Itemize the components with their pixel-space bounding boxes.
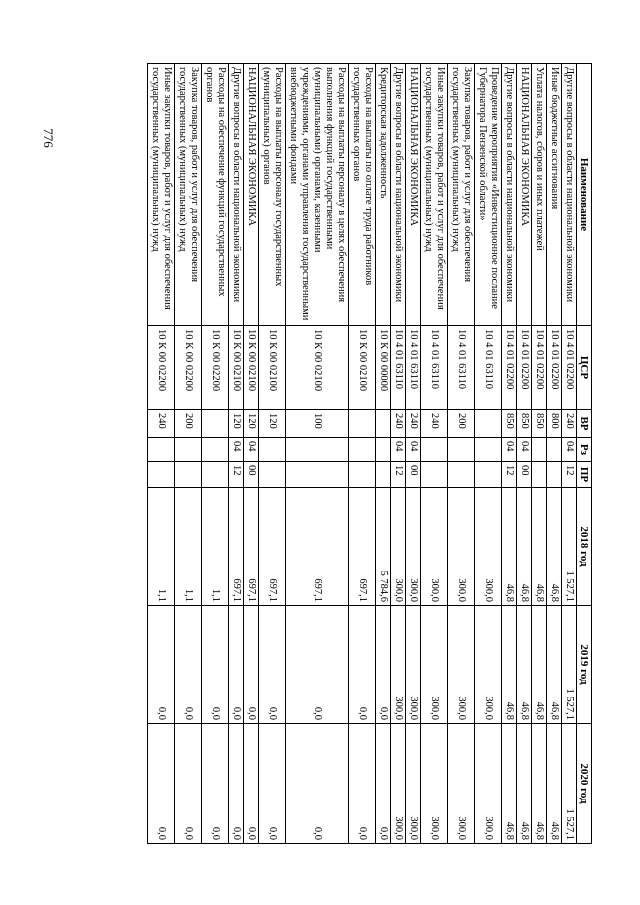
- cell-2020: 300,0: [406, 724, 421, 844]
- cell-vr: 120: [259, 410, 286, 438]
- cell-2018: 697,1: [229, 488, 244, 606]
- cell-name: Расходы на выплаты персоналу в целях обеспечения выполнения функций государственными (муниципальными) органами, казенными учреждениями, органами управления государственными внебюджетными фондами: [286, 64, 349, 326]
- cell-pr: 12: [502, 462, 517, 488]
- cell-2019: 0,0: [244, 606, 259, 724]
- cell-rz: [175, 438, 202, 462]
- cell-2018: 300,0: [391, 488, 406, 606]
- cell-2018: 300,0: [421, 488, 448, 606]
- cell-pr: [286, 462, 349, 488]
- cell-2018: 1,1: [202, 488, 229, 606]
- cell-2020: 0,0: [229, 724, 244, 844]
- cell-vr: 200: [175, 410, 202, 438]
- cell-vr: 200: [448, 410, 475, 438]
- cell-name: Расходы на обеспечение функций государственных органов: [202, 64, 229, 326]
- table-row: [421, 64, 448, 844]
- cell-name: Кредиторская задолженность: [376, 64, 391, 326]
- cell-vr: 240: [148, 410, 175, 438]
- cell-vr: 240: [562, 410, 577, 438]
- table-row: [406, 64, 421, 844]
- cell-2018: 46,8: [502, 488, 517, 606]
- cell-pr: [532, 462, 547, 488]
- cell-vr: 100: [286, 410, 349, 438]
- table-row: [148, 64, 175, 844]
- cell-2020: 300,0: [475, 724, 502, 844]
- cell-2019: 300,0: [421, 606, 448, 724]
- cell-2018: 697,1: [259, 488, 286, 606]
- cell-vr: [376, 410, 391, 438]
- cell-2019: 46,8: [532, 606, 547, 724]
- cell-vr: 120: [244, 410, 259, 438]
- table-row: [547, 64, 562, 844]
- cell-name: Закупка товаров, работ и услуг для обеспечения государственных (муниципальных) нужд: [448, 64, 475, 326]
- cell-csr: 10 К 00 02100: [286, 326, 349, 410]
- cell-2019: 0,0: [202, 606, 229, 724]
- cell-name: НАЦИОНАЛЬНАЯ ЭКОНОМИКА: [517, 64, 532, 326]
- cell-pr: 00: [517, 462, 532, 488]
- cell-rz: [475, 438, 502, 462]
- cell-pr: 12: [229, 462, 244, 488]
- table-row: [175, 64, 202, 844]
- table-row: [502, 64, 517, 844]
- cell-name: Другие вопросы в области национальной экономики: [502, 64, 517, 326]
- cell-csr: 10 К 00 02200: [175, 326, 202, 410]
- cell-2020: 46,8: [532, 724, 547, 844]
- cell-2019: 0,0: [175, 606, 202, 724]
- cell-2020: 0,0: [202, 724, 229, 844]
- cell-vr: [475, 410, 502, 438]
- cell-2018: 46,8: [547, 488, 562, 606]
- cell-vr: 120: [229, 410, 244, 438]
- cell-2020: 0,0: [349, 724, 376, 844]
- cell-name: НАЦИОНАЛЬНАЯ ЭКОНОМИКА: [406, 64, 421, 326]
- cell-vr: 240: [421, 410, 448, 438]
- table-row: [349, 64, 376, 844]
- cell-rz: [532, 438, 547, 462]
- cell-name: НАЦИОНАЛЬНАЯ ЭКОНОМИКА: [244, 64, 259, 326]
- cell-2020: 1 527,1: [562, 724, 577, 844]
- cell-csr: 10 4 01 02200: [562, 326, 577, 410]
- cell-2019: 46,8: [517, 606, 532, 724]
- cell-name: Другие вопросы в области национальной экономики: [391, 64, 406, 326]
- cell-rz: [349, 438, 376, 462]
- cell-name: Закупка товаров, работ и услуг для обеспечения государственных (муниципальных) нужд: [175, 64, 202, 326]
- cell-2018: 1,1: [148, 488, 175, 606]
- table-row: [244, 64, 259, 844]
- cell-rz: [547, 438, 562, 462]
- cell-name: Иные закупки товаров, работ и услуг для обеспечения государственных (муниципальных) нужд: [421, 64, 448, 326]
- cell-pr: [376, 462, 391, 488]
- cell-vr: 800: [547, 410, 562, 438]
- cell-rz: 04: [229, 438, 244, 462]
- cell-rz: [259, 438, 286, 462]
- cell-2019: 46,8: [547, 606, 562, 724]
- cell-2019: 300,0: [475, 606, 502, 724]
- table-row: [448, 64, 475, 844]
- cell-csr: 10 4 01 02200: [502, 326, 517, 410]
- cell-pr: 12: [562, 462, 577, 488]
- cell-vr: 850: [532, 410, 547, 438]
- cell-2018: 697,1: [244, 488, 259, 606]
- cell-csr: 10 4 01 63110: [448, 326, 475, 410]
- cell-name: Расходы на выплаты персоналу государственных (муниципальных) органов: [259, 64, 286, 326]
- cell-vr: [349, 410, 376, 438]
- table-header-row: [577, 64, 592, 844]
- cell-csr: 10 К 00 02100: [229, 326, 244, 410]
- table-row: [475, 64, 502, 844]
- cell-2018: 46,8: [532, 488, 547, 606]
- cell-rz: [202, 438, 229, 462]
- cell-rz: 04: [406, 438, 421, 462]
- header-2019: 2019 год: [577, 606, 592, 724]
- cell-2018: 5 784,6: [376, 488, 391, 606]
- table-row: [517, 64, 532, 844]
- cell-pr: 00: [406, 462, 421, 488]
- cell-2020: 46,8: [502, 724, 517, 844]
- cell-2020: 46,8: [517, 724, 532, 844]
- cell-2018: 1,1: [175, 488, 202, 606]
- header-name: Наименование: [577, 64, 592, 326]
- cell-csr: 10 4 01 02200: [547, 326, 562, 410]
- cell-pr: [148, 462, 175, 488]
- header-2018: 2018 год: [577, 488, 592, 606]
- cell-name: Другие вопросы в области национальной экономики: [562, 64, 577, 326]
- cell-name: Расходы на выплаты по оплате труда работников государственных органов: [349, 64, 376, 326]
- cell-2018: 300,0: [406, 488, 421, 606]
- cell-csr: 10 4 01 02200: [532, 326, 547, 410]
- cell-rz: 04: [517, 438, 532, 462]
- cell-vr: 850: [502, 410, 517, 438]
- header-pr: ПР: [577, 462, 592, 488]
- cell-2020: 46,8: [547, 724, 562, 844]
- cell-pr: [547, 462, 562, 488]
- cell-2018: 300,0: [475, 488, 502, 606]
- cell-2019: 0,0: [148, 606, 175, 724]
- cell-2019: 46,8: [502, 606, 517, 724]
- cell-pr: [202, 462, 229, 488]
- cell-rz: [448, 438, 475, 462]
- budget-table-wrapper: [67, 63, 592, 843]
- table-row: [391, 64, 406, 844]
- cell-pr: 12: [391, 462, 406, 488]
- header-vr: ВР: [577, 410, 592, 438]
- cell-2018: 300,0: [448, 488, 475, 606]
- cell-2019: 300,0: [391, 606, 406, 724]
- cell-2020: 300,0: [448, 724, 475, 844]
- cell-2019: 0,0: [259, 606, 286, 724]
- cell-2020: 0,0: [148, 724, 175, 844]
- cell-name: Проведение мероприятия «Инвестиционное послание Губернатора Пензенской области»: [475, 64, 502, 326]
- cell-csr: 10 К 00 00000: [376, 326, 391, 410]
- cell-rz: 04: [244, 438, 259, 462]
- cell-name: Уплата налогов, сборов и иных платежей: [532, 64, 547, 326]
- cell-pr: [259, 462, 286, 488]
- cell-2019: 0,0: [349, 606, 376, 724]
- table-body: [148, 64, 577, 844]
- cell-rz: [286, 438, 349, 462]
- cell-name: Иные бюджетные ассигнования: [547, 64, 562, 326]
- cell-csr: 10 К 00 02200: [148, 326, 175, 410]
- cell-csr: 10 К 00 02100: [349, 326, 376, 410]
- cell-pr: [475, 462, 502, 488]
- cell-2020: 0,0: [376, 724, 391, 844]
- cell-2019: 0,0: [286, 606, 349, 724]
- cell-2019: 0,0: [376, 606, 391, 724]
- cell-pr: [349, 462, 376, 488]
- cell-2020: 300,0: [391, 724, 406, 844]
- cell-2018: 697,1: [349, 488, 376, 606]
- cell-csr: 10 4 01 02200: [517, 326, 532, 410]
- cell-name: Иные закупки товаров, работ и услуг для обеспечения государственных (муниципальных) нужд: [148, 64, 175, 326]
- page-number: 776: [40, 128, 56, 148]
- cell-csr: 10 К 00 02100: [259, 326, 286, 410]
- cell-vr: [202, 410, 229, 438]
- cell-rz: 04: [502, 438, 517, 462]
- table-row: [532, 64, 547, 844]
- cell-2020: 0,0: [286, 724, 349, 844]
- cell-pr: 00: [244, 462, 259, 488]
- table-row: [229, 64, 244, 844]
- cell-csr: 10 4 01 63110: [475, 326, 502, 410]
- header-rz: Рз: [577, 438, 592, 462]
- cell-pr: [175, 462, 202, 488]
- cell-name: Другие вопросы в области национальной экономики: [229, 64, 244, 326]
- table-row: [259, 64, 286, 844]
- cell-vr: 240: [406, 410, 421, 438]
- cell-2020: 0,0: [244, 724, 259, 844]
- cell-pr: [421, 462, 448, 488]
- cell-2020: 300,0: [421, 724, 448, 844]
- table-row: [376, 64, 391, 844]
- cell-2018: 1 527,1: [562, 488, 577, 606]
- table-row: [562, 64, 577, 844]
- table-row: [286, 64, 349, 844]
- cell-rz: [148, 438, 175, 462]
- cell-rz: 04: [391, 438, 406, 462]
- cell-csr: 10 4 01 63110: [421, 326, 448, 410]
- cell-csr: 10 4 01 63110: [406, 326, 421, 410]
- cell-2019: 0,0: [229, 606, 244, 724]
- cell-2020: 0,0: [175, 724, 202, 844]
- cell-rz: [376, 438, 391, 462]
- header-2020: 2020 год: [577, 724, 592, 844]
- table-row: [202, 64, 229, 844]
- cell-2018: 697,1: [286, 488, 349, 606]
- cell-vr: 850: [517, 410, 532, 438]
- cell-rz: 04: [562, 438, 577, 462]
- header-csr: ЦСР: [577, 326, 592, 410]
- budget-table: [147, 63, 592, 844]
- cell-csr: 10 К 00 02100: [244, 326, 259, 410]
- cell-2018: 46,8: [517, 488, 532, 606]
- cell-2019: 300,0: [406, 606, 421, 724]
- cell-rz: [421, 438, 448, 462]
- cell-pr: [448, 462, 475, 488]
- cell-2019: 1 527,1: [562, 606, 577, 724]
- cell-csr: 10 4 01 63110: [391, 326, 406, 410]
- cell-2019: 300,0: [448, 606, 475, 724]
- cell-vr: 240: [391, 410, 406, 438]
- cell-csr: 10 К 00 02200: [202, 326, 229, 410]
- cell-2020: 0,0: [259, 724, 286, 844]
